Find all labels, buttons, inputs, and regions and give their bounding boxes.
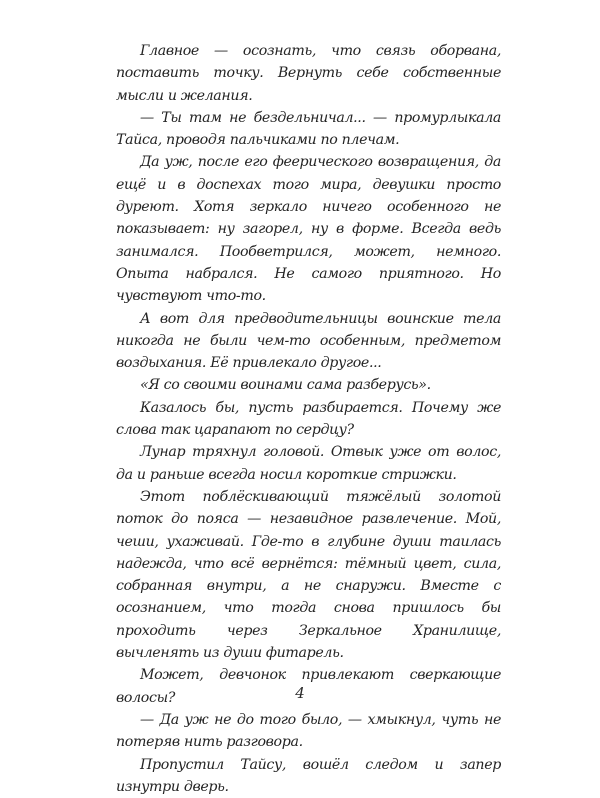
paragraph: — Ты там не бездельничал... — промурлыкала Тайса, проводя пальчиками по плечам. — [116, 107, 501, 152]
paragraph: Главное — осознать, что связь оборвана, поставить точку. Вернуть себе собственные мысли и желания. — [116, 40, 501, 107]
paragraph: Лунар тряхнул головой. Отвык уже от волос, да и раньше всегда носил короткие стрижки. — [116, 441, 501, 486]
paragraph: А вот для предводительницы воинские тела никогда не были чем-то особенным, предметом воздыхания. Её привлекало другое... — [116, 308, 501, 375]
paragraph: — Да уж не до того было, — хмыкнул, чуть не потеряв нить разговора. — [116, 709, 501, 754]
paragraph: Казалось бы, пусть разбирается. Почему же слова так царапают по сердцу? — [116, 397, 501, 442]
paragraph: «Я со своими воинами сама разберусь». — [116, 374, 501, 396]
paragraph: Пропустил Тайсу, вошёл следом и запер изнутри дверь. — [116, 754, 501, 798]
paragraph: Может, девчонок привлекают сверкающие волосы? — [116, 664, 501, 709]
page-number: 4 — [0, 684, 600, 702]
paragraph: Этот поблёскивающий тяжёлый золотой поток до пояса — незавидное развлечение. Мой, чеши, ухаживай. Где-то в глубине души таилась надежда, что всё вернётся: тёмный цвет, сила, собранная внутри, а не снаружи. Вместе с осознанием, что тогда снова пришлось бы проходить через Зеркальное Хранилище, вычленять из души фитарель. — [116, 486, 501, 664]
paragraph: Да уж, после его феерического возвращения, да ещё и в доспехах того мира, девушки просто дуреют. Хотя зеркало ничего особенного не показывает: ну загорел, ну в форме. Всегда ведь занимался. Пообветрился, может, немного. Опыта набрался. Не самого приятного. Но чувствуют что-то. — [116, 151, 501, 307]
